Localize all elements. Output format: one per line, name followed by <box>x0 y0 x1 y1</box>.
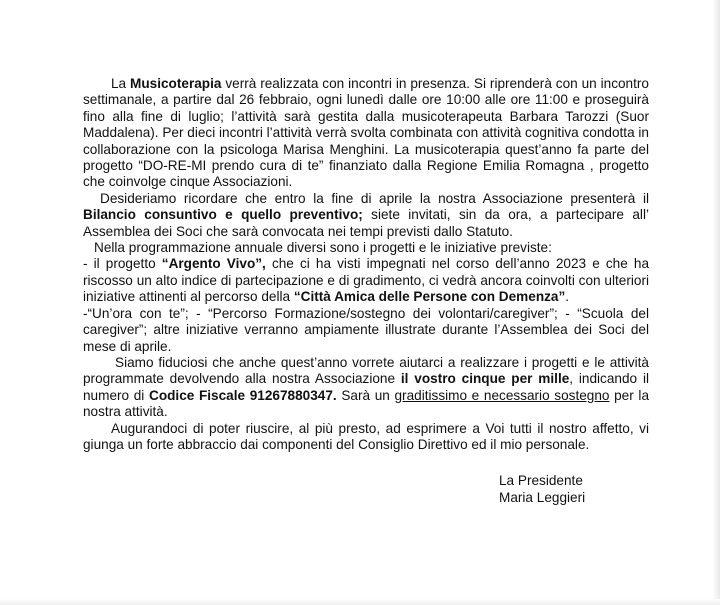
paragraph-bilancio <box>83 191 649 240</box>
p6-bold-cinque-per-mille: il vostro cinque per mille <box>400 371 570 387</box>
p2-bold-bilancio: Bilancio consuntivo e quello preventivo; <box>83 207 363 223</box>
signature-role: La Presidente <box>499 473 583 488</box>
p6-text-c: , indicando il numero di <box>83 371 649 403</box>
p7-text-a: Augurandoci di poter riuscire, al più presto, ad esprimere a Voi tutti il nostro affetto, vi giunga un forte abbraccio dai componenti del Consiglio Direttivo ed il mio personale. <box>83 420 649 452</box>
paragraph-musicoterapia <box>83 76 649 191</box>
p1-bold-musicoterapia: Musicoterapia <box>130 76 222 91</box>
paragraph-programmazione <box>83 240 649 256</box>
p4-bold-citta-amica: “Città Amica delle Persone con Demenza” <box>293 289 566 305</box>
p6-text-a: Siamo fiduciosi che anche quest’anno vorrete aiutarci a realizzare i progetti e le attività programmate devolvendo alla nostra Associazione <box>83 354 649 387</box>
p3-text-a: Nella programmazione annuale diversi sono i progetti e le iniziative previste: <box>94 240 552 256</box>
p6-text-e: Sarà un <box>336 387 395 403</box>
p4-text-a: - il progetto <box>83 256 162 272</box>
p1-text-c: verrà realizzata con incontri in presenza. Si riprenderà con un incontro settimanale, a partire dal 26 febbraio, ogni lunedì dalle ore 10:00 alle ore 11:00 e proseguirà fino alla fine di luglio; l’attività sarà gestita dalla musicoterapeuta Barbara Tarozzi (Suor Maddalena). Per dieci incontri l’attività verrà svolta combinata con attività cognitiva condotta in collaborazione con la psicologa Marisa Menghini. La musicoterapia quest’anno fa parte del progetto “DO-RE-MI prendo cura di te” finanziato dalla Regione Emilia Romagna , progetto che coinvolge cinque Associazioni. <box>83 76 649 190</box>
p4-bold-argento-vivo: “Argento Vivo”, <box>161 256 266 272</box>
page-bottom-shadow <box>0 599 720 605</box>
p1-text-a: La <box>111 76 131 91</box>
p2-text-c: siete invitati, sin da ora, a partecipare all’ Assemblea dei Soci che sarà convocata nei tempi previsti dallo Statuto. <box>83 207 649 239</box>
p6-underlined-sostegno: graditissimo e necessario sostegno <box>394 387 610 403</box>
paragraph-iniziative <box>83 306 649 355</box>
p6-text-g: per la nostra attività. <box>83 387 650 420</box>
p2-text-a: Desideriamo ricordare che entro la fine di aprile la nostra Associazione presenterà il <box>100 190 649 206</box>
p4-text-c: che ci ha visti impegnati nel corso dell’anno 2023 e che ha riscosso un alto indice di partecipazione e di gradimento, ci vedrà ancora coinvolti con ulteriori iniziative attinenti al percorso della <box>83 256 650 305</box>
p6-bold-codice-fiscale: Codice Fiscale 91267880347. <box>149 387 337 403</box>
signature-block <box>499 472 585 506</box>
p5-text-a: -“Un’ora con te”; - “Percorso Formazione/sostegno dei volontari/caregiver”; - “Scuola del caregiver”; altre iniziative verranno ampiamente illustrate durante l’Assemblea dei Soci del mese di aprile. <box>83 305 649 354</box>
paragraph-argento-vivo <box>83 256 649 305</box>
signature-name: Maria Leggieri <box>499 490 586 505</box>
paragraph-cinque-per-mille <box>83 355 649 421</box>
p4-text-e: . <box>565 289 570 305</box>
letter-body <box>83 76 649 453</box>
page-edge-shadow <box>712 0 720 605</box>
paragraph-auguri <box>83 421 649 454</box>
